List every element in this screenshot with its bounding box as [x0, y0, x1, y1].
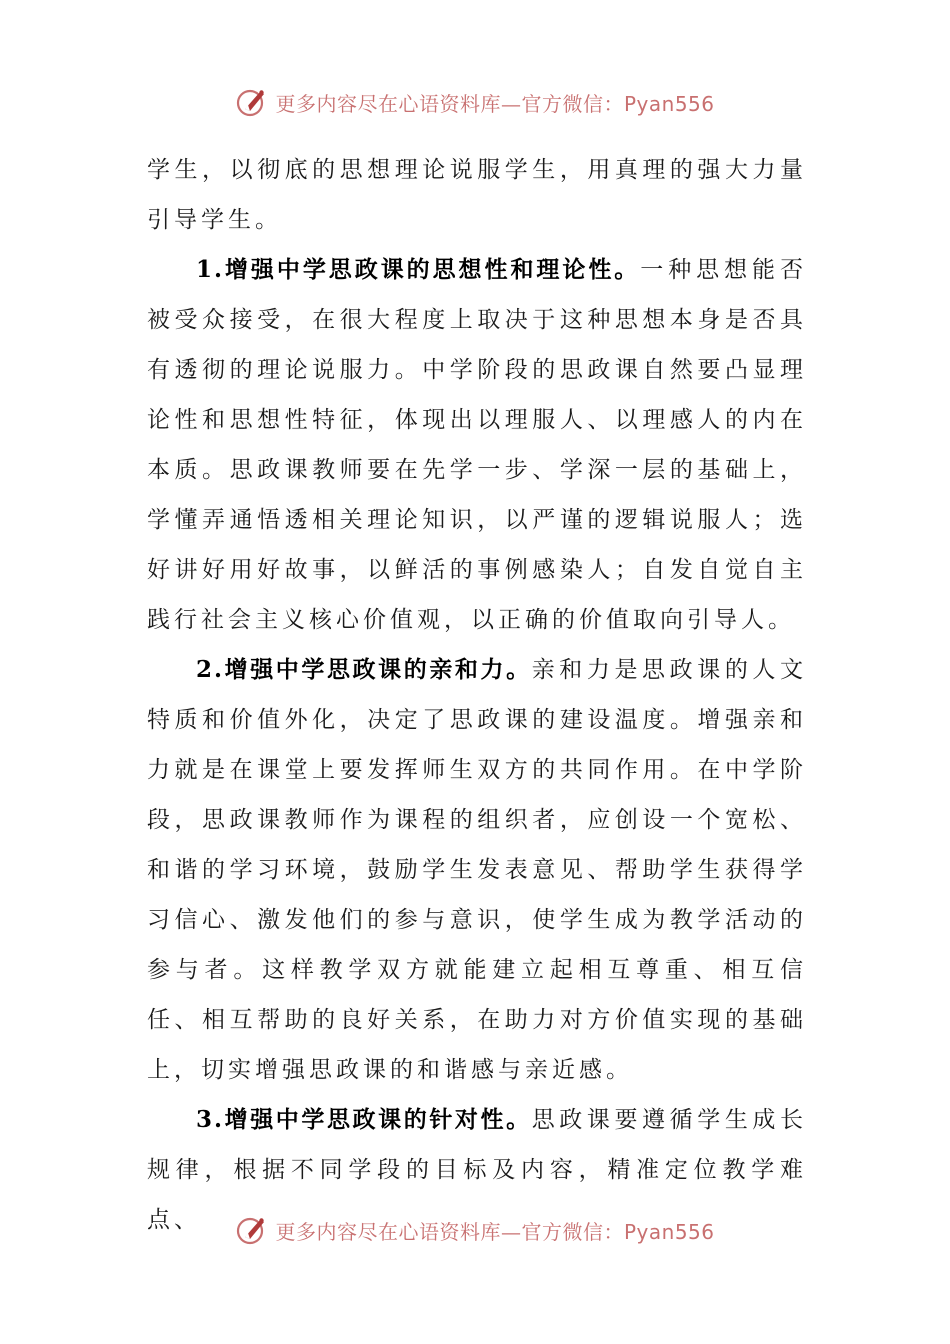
watermark-label: 更多内容尽在心语资料库—官方微信： — [275, 91, 624, 116]
watermark-handle: Pyan556 — [623, 91, 715, 116]
paragraph-point-1 — [147, 245, 807, 645]
paragraph-point-2 — [147, 645, 807, 1095]
paragraph-heading: 2.增强中学思政课的亲和力。 — [196, 656, 532, 683]
paragraph-heading: 3.增强中学思政课的针对性。 — [196, 1106, 532, 1133]
watermark-banner-top — [0, 82, 950, 122]
paragraph-heading: 1.增强中学思政课的思想性和理论性。 — [196, 256, 641, 283]
watermark-text — [275, 88, 714, 117]
pen-nib-circle-icon — [235, 1213, 269, 1247]
paragraph-text: 思政课要遵循学生成长规律，根据不同学段的目标及内容，精准定位教学难点、 — [147, 1107, 807, 1233]
paragraph-continued — [147, 145, 807, 245]
paragraph-text: 亲和力是思政课的人文特质和价值外化，决定了思政课的建设温度。增强亲和力就是在课堂上要发挥师生双方的共同作用。在中学阶段，思政课教师作为课程的组织者，应创设一个宽松、和谐的学习环境，鼓励学生发表意见、帮助学生获得学习信心、激发他们的参与意识，使学生成为教学活动的参与者。这样教学双方就能建立起相互尊重、相互信任、相互帮助的良好关系，在助力对方价值实现的基础上，切实增强思政课的和谐感与亲近感。 — [147, 657, 807, 1083]
watermark-banner-bottom — [0, 1210, 950, 1250]
watermark-text — [275, 1216, 714, 1245]
paragraph-text: 一种思想能否被受众接受，在很大程度上取决于这种思想本身是否具有透彻的理论说服力。中学阶段的思政课自然要凸显理论性和思想性特征，体现出以理服人、以理感人的内在本质。思政课教师要在先学一步、学深一层的基础上，学懂弄通悟透相关理论知识，以严谨的逻辑说服人；选好讲好用好故事，以鲜活的事例感染人；自发自觉自主践行社会主义核心价值观，以正确的价值取向引导人。 — [147, 257, 808, 633]
paragraph-text: 学生，以彻底的思想理论说服学生，用真理的强大力量引导学生。 — [147, 157, 807, 233]
pen-nib-circle-icon — [235, 85, 269, 119]
watermark-handle: Pyan556 — [623, 1219, 715, 1244]
document-body — [147, 145, 807, 1245]
watermark-label: 更多内容尽在心语资料库—官方微信： — [275, 1219, 624, 1244]
